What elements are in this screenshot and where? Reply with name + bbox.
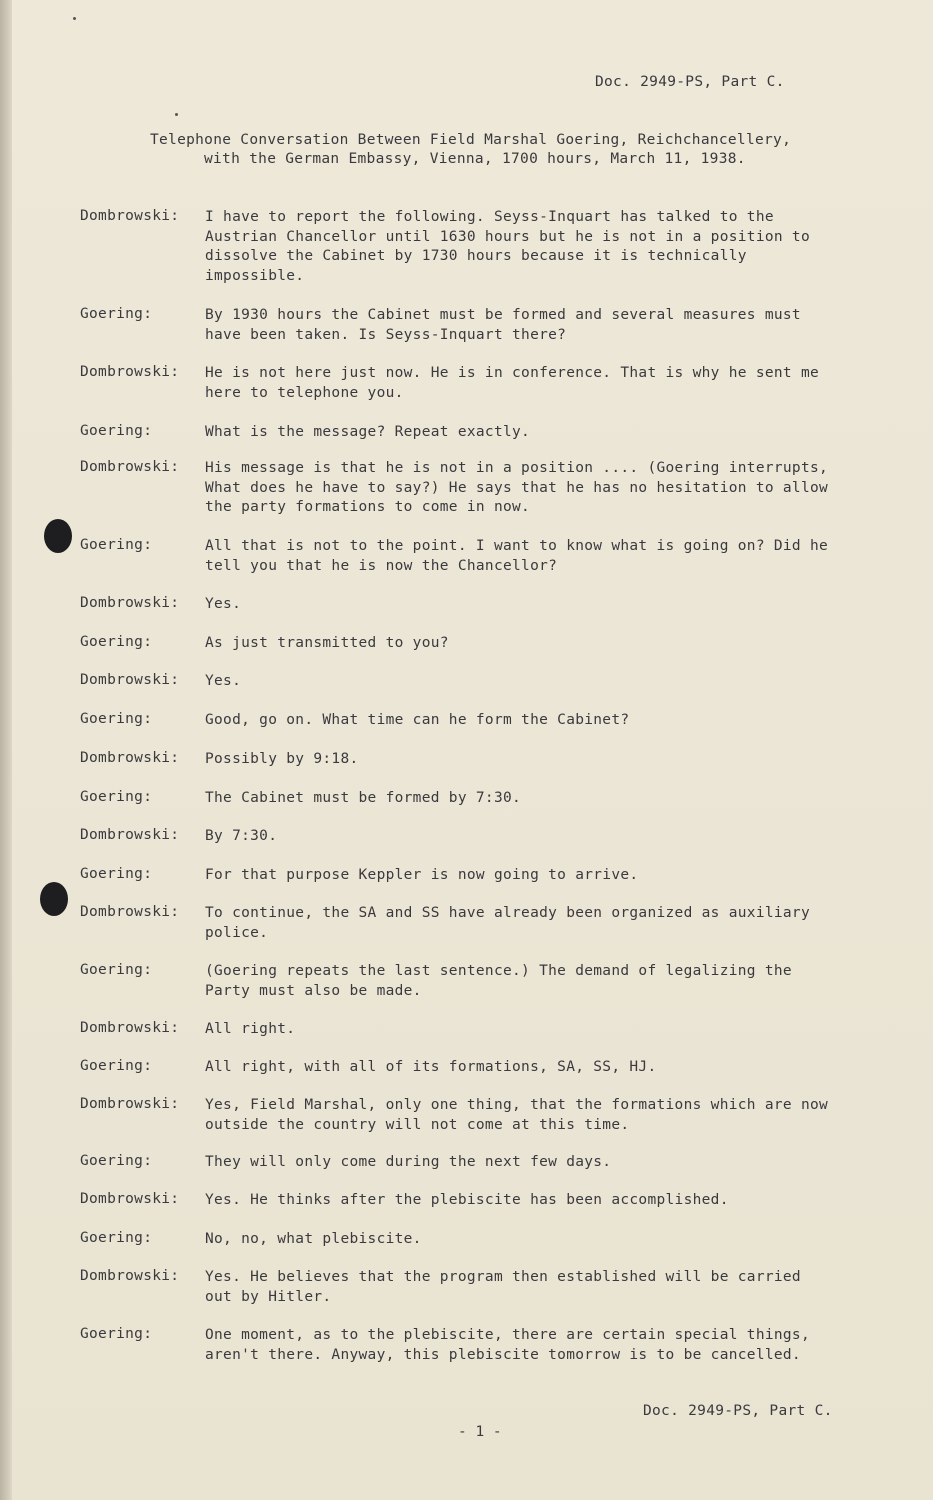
- dialogue-text: Yes.: [205, 673, 242, 689]
- dialogue-text: His message is that he is not in a position .... (Goering interrupts, What does he have to say?) He says that he has no hesitation to allow the party formations to come in now.: [205, 460, 829, 515]
- speaker-label: Dombrowski:: [80, 1096, 180, 1112]
- document-title: [150, 131, 850, 169]
- speaker-label: Goering:: [80, 306, 153, 322]
- dialogue-text: All that is not to the point. I want to know what is going on? Did he tell you that he is now the Chancellor?: [205, 538, 829, 574]
- dialogue-text: They will only come during the next few days.: [205, 1154, 612, 1170]
- speaker-label: Dombrowski:: [80, 1191, 180, 1207]
- speaker-label: Goering:: [80, 866, 153, 882]
- speaker-label: Dombrowski:: [80, 750, 180, 766]
- dialogue-text: Good, go on. What time can he form the Cabinet?: [205, 712, 630, 728]
- dialogue-text: All right, with all of its formations, SA, SS, HJ.: [205, 1059, 657, 1075]
- title-line-1: Telephone Conversation Between Field Marshal Goering, Reichchancellery,: [150, 132, 792, 148]
- speaker-label: Goering:: [80, 711, 153, 727]
- speaker-label: Goering:: [80, 1230, 153, 1246]
- dialogue-text: What is the message? Repeat exactly.: [205, 424, 531, 440]
- doc-reference-header: Doc. 2949-PS, Part C.: [595, 74, 785, 90]
- speaker-label: Goering:: [80, 962, 153, 978]
- dialogue-text: All right.: [205, 1021, 296, 1037]
- punch-hole-lower: [40, 882, 68, 916]
- speaker-label: Goering:: [80, 1326, 153, 1342]
- dialogue-text: By 7:30.: [205, 828, 278, 844]
- speaker-label: Goering:: [80, 537, 153, 553]
- dialogue-text: By 1930 hours the Cabinet must be formed and several measures must have been taken. Is Seyss-Inquart there?: [205, 307, 801, 343]
- dialogue-text: Possibly by 9:18.: [205, 751, 359, 767]
- doc-reference-footer: Doc. 2949-PS, Part C.: [643, 1403, 833, 1419]
- speaker-label: Dombrowski:: [80, 904, 180, 920]
- dialogue-text: Yes. He believes that the program then established will be carried out by Hitler.: [205, 1269, 801, 1305]
- punch-hole-upper: [44, 519, 72, 553]
- page-number: - 1 -: [458, 1424, 502, 1440]
- speaker-label: Dombrowski:: [80, 1268, 180, 1284]
- speaker-label: Dombrowski:: [80, 1020, 180, 1036]
- speaker-label: Dombrowski:: [80, 672, 180, 688]
- speaker-label: Goering:: [80, 1058, 153, 1074]
- dialogue-text: The Cabinet must be formed by 7:30.: [205, 790, 522, 806]
- speaker-label: Dombrowski:: [80, 595, 180, 611]
- speck: [175, 113, 178, 116]
- dialogue-text: He is not here just now. He is in conference. That is why he sent me here to telephone you.: [205, 365, 820, 401]
- dialogue-text: For that purpose Keppler is now going to arrive.: [205, 867, 639, 883]
- dialogue-text: (Goering repeats the last sentence.) The demand of legalizing the Party must also be made.: [205, 963, 792, 999]
- paper-edge: [0, 0, 12, 1500]
- dialogue-text: No, no, what plebiscite.: [205, 1231, 422, 1247]
- dialogue-text: Yes. He thinks after the plebiscite has been accomplished.: [205, 1192, 729, 1208]
- dialogue-text: To continue, the SA and SS have already been organized as auxiliary police.: [205, 905, 810, 941]
- speaker-label: Dombrowski:: [80, 208, 180, 224]
- dialogue-text: Yes.: [205, 596, 242, 612]
- speaker-label: Goering:: [80, 789, 153, 805]
- speck: [73, 17, 76, 20]
- title-line-2: with the German Embassy, Vienna, 1700 hours, March 11, 1938.: [204, 151, 746, 167]
- speaker-label: Dombrowski:: [80, 459, 180, 475]
- dialogue-text: Yes, Field Marshal, only one thing, that the formations which are now outside the country will not come at this time.: [205, 1097, 829, 1133]
- dialogue-text: I have to report the following. Seyss-Inquart has talked to the Austrian Chancellor until 1630 hours but he is not in a position to dissolve the Cabinet by 1730 hours because it is technically impossible.: [205, 209, 810, 284]
- speaker-label: Dombrowski:: [80, 827, 180, 843]
- speaker-label: Goering:: [80, 423, 153, 439]
- dialogue-text: One moment, as to the plebiscite, there are certain special things, aren't there. Anyway, this plebiscite tomorrow is to be cancelled.: [205, 1327, 810, 1363]
- speaker-label: Goering:: [80, 634, 153, 650]
- speaker-label: Dombrowski:: [80, 364, 180, 380]
- dialogue-text: As just transmitted to you?: [205, 635, 449, 651]
- speaker-label: Goering:: [80, 1153, 153, 1169]
